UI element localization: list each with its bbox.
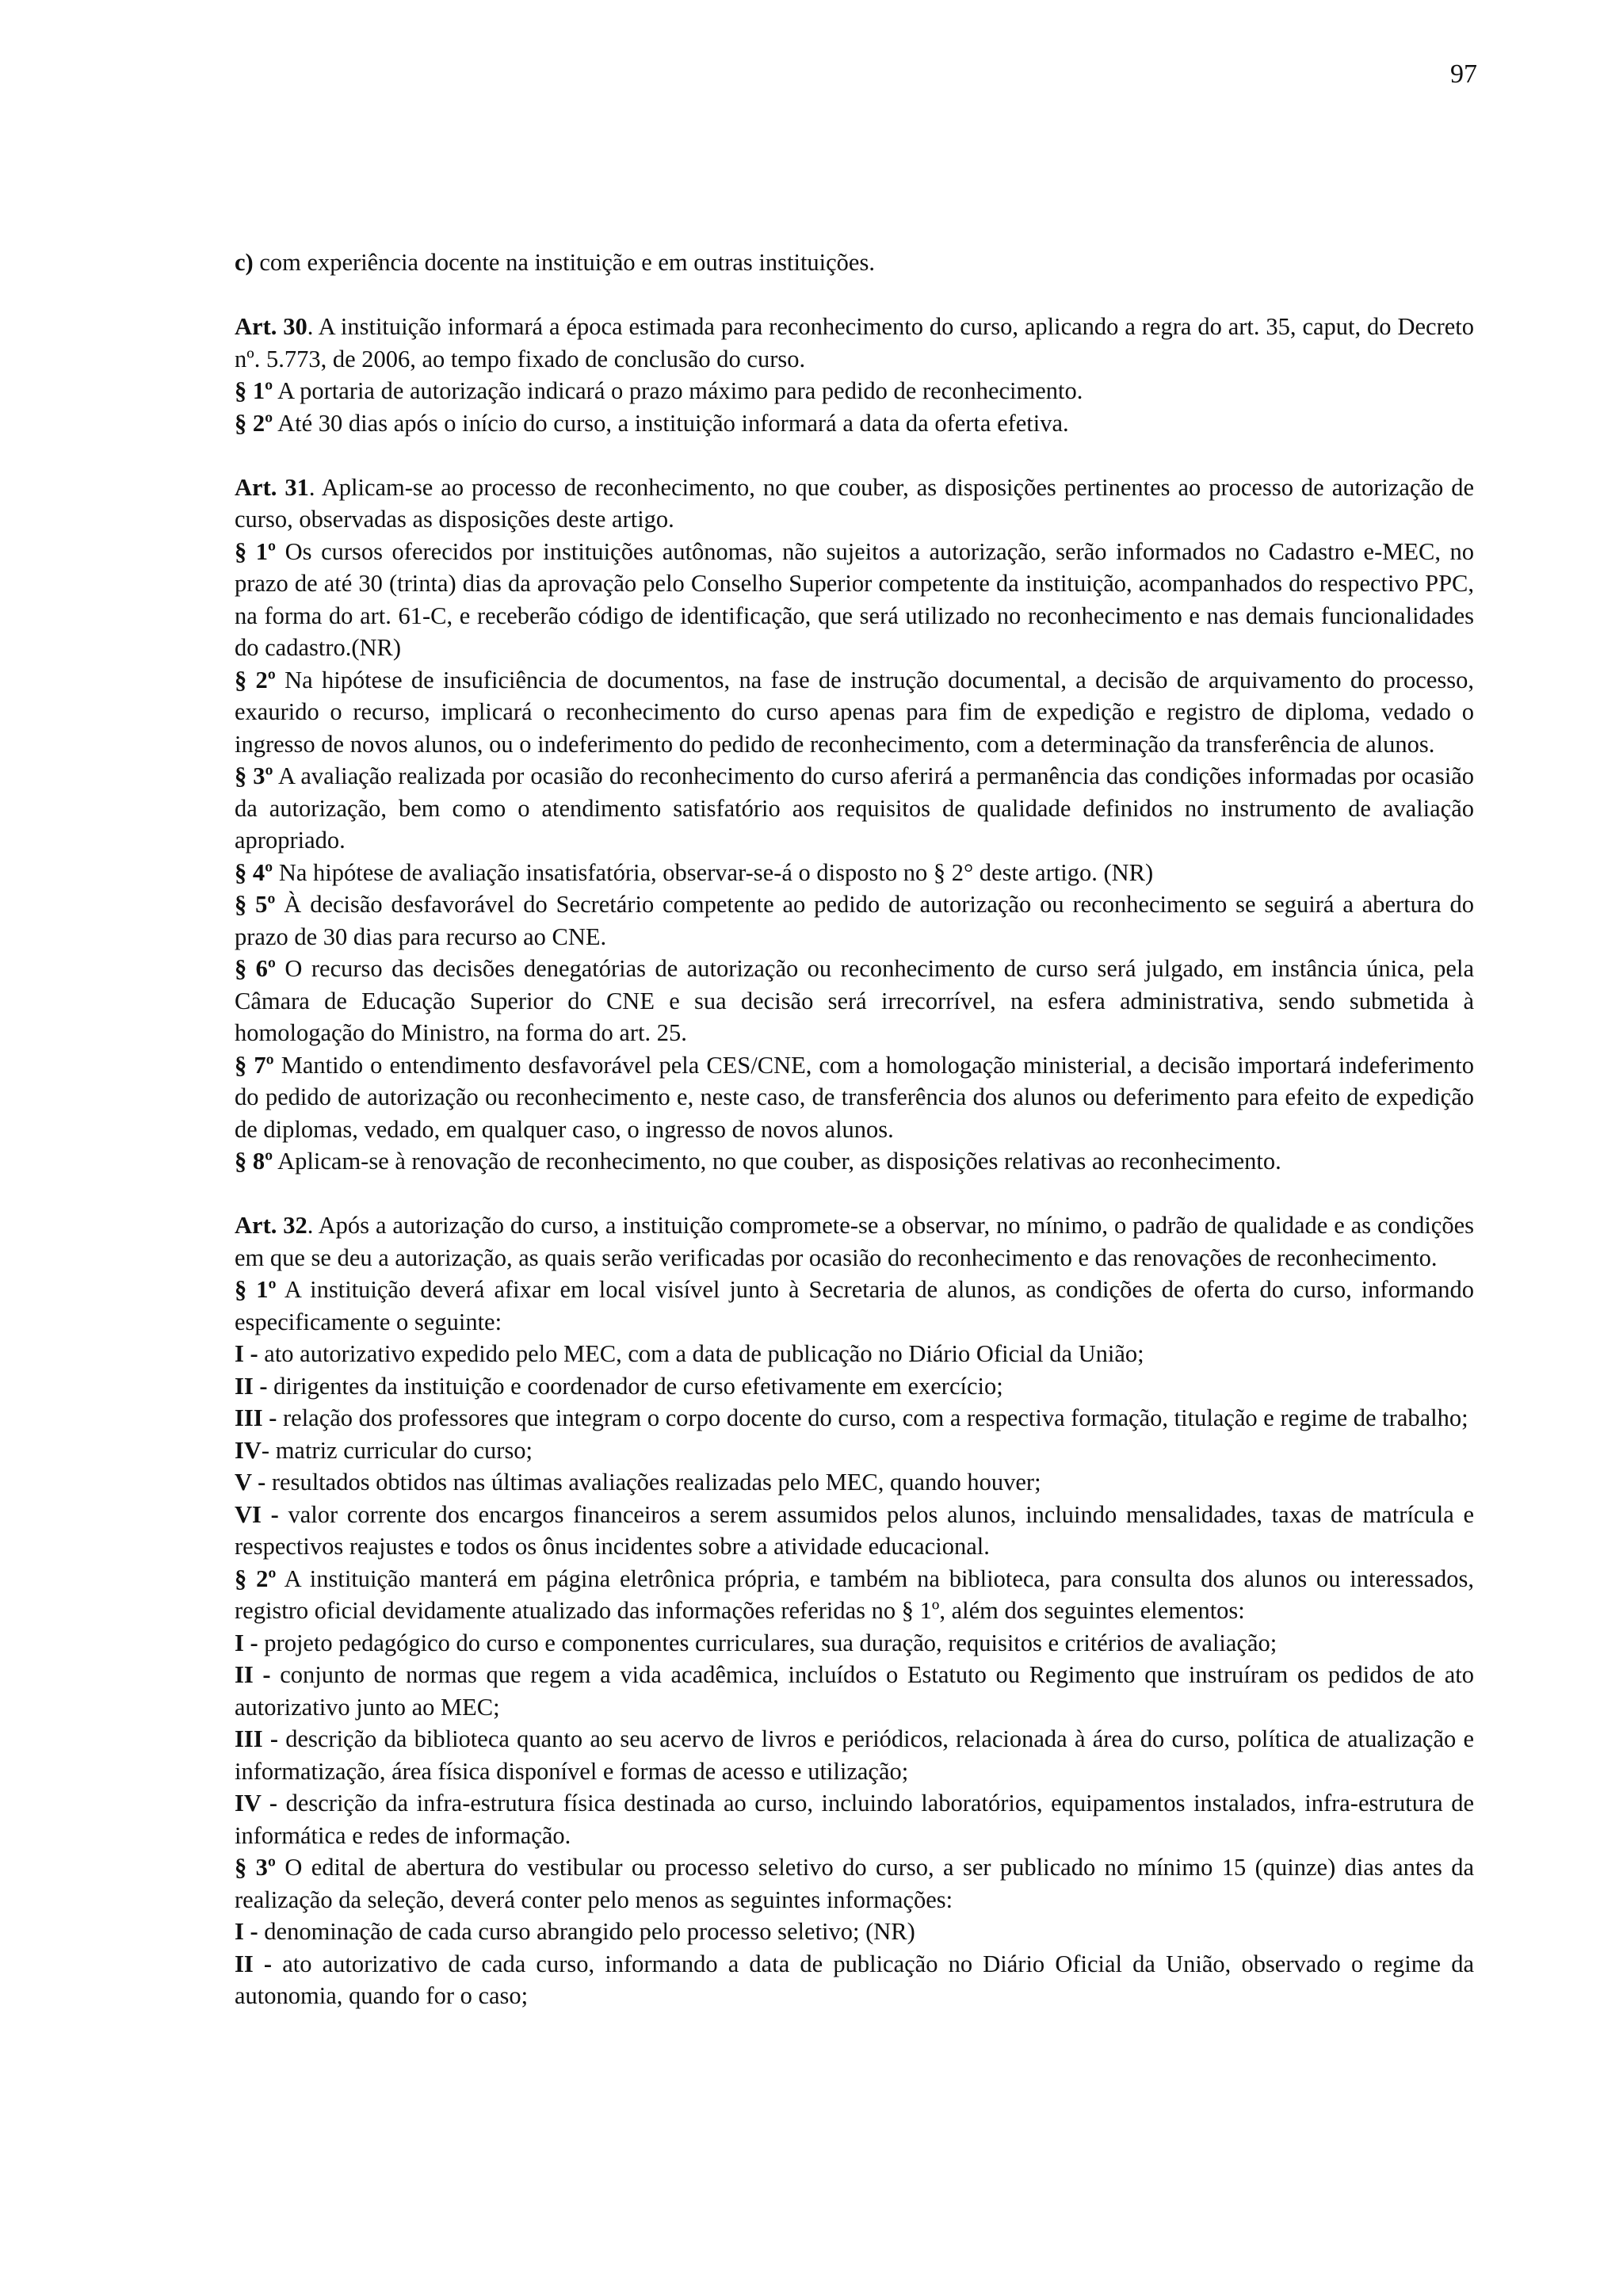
paragraph-text: denominação de cada curso abrangido pelo processo seletivo; (NR) — [258, 1918, 915, 1945]
paragraph-lead: § 7º — [235, 1051, 274, 1079]
paragraph — [235, 1948, 1474, 2012]
paragraph-lead: § 5º — [235, 891, 276, 918]
paragraph-text: com experiência docente na instituição e em outras instituições. — [253, 249, 875, 276]
paragraph-lead: c) — [235, 249, 254, 276]
paragraph-text: A instituição deverá afixar em local visível junto à Secretaria de alunos, as condições de oferta do curso, informando especificamente o seguinte: — [235, 1276, 1474, 1335]
paragraph — [235, 1851, 1474, 1916]
paragraph-text: . A instituição informará a época estimada para reconhecimento do curso, aplicando a regra do art. 35, caput, do Decreto nº. 5.773, de 2006, ao tempo fixado de conclusão do curso. — [235, 313, 1474, 372]
paragraph — [235, 1499, 1474, 1563]
paragraph-text: O recurso das decisões denegatórias de autorização ou reconhecimento de curso será julgado, em instância única, pela Câmara de Educação Superior do CNE e sua decisão será irrecorrível, na esfera administrativa, sendo submetida à homologação do Ministro, na forma do art. 25. — [235, 955, 1474, 1046]
paragraph-text: Mantido o entendimento desfavorável pela CES/CNE, com a homologação ministerial, a decisão importará indeferimento do pedido de autorização ou reconhecimento e, neste caso, de transferência dos alunos ou deferimento para efeito de expedição de diplomas, vedado, em qualquer caso, o ingresso de novos alunos. — [235, 1051, 1474, 1143]
paragraph — [235, 1466, 1474, 1499]
paragraph — [235, 1338, 1474, 1370]
paragraph-lead: § 2º — [235, 666, 276, 693]
paragraph-lead: § 1º — [235, 377, 273, 404]
paragraph-text: Até 30 dias após o início do curso, a instituição informará a data da oferta efetiva. — [273, 409, 1069, 437]
paragraph-lead: § 2º — [235, 1564, 277, 1592]
paragraph-lead: II - — [235, 1372, 268, 1400]
paragraph-lead: II - — [235, 1950, 273, 1977]
paragraph — [235, 857, 1474, 889]
paragraph — [235, 1435, 1474, 1467]
paragraph-text: Na hipótese de avaliação insatisfatória, observar-se-á o disposto no § 2° deste artigo. (NR) — [273, 858, 1154, 886]
paragraph-text: À decisão desfavorável do Secretário competente ao pedido de autorização ou reconhecimento se seguirá a abertura do prazo de 30 dias para recurso ao CNE. — [235, 891, 1474, 950]
paragraph-lead: I - — [235, 1629, 258, 1656]
paragraph — [235, 246, 1474, 279]
paragraph-lead: § 1º — [235, 537, 277, 565]
paragraph-lead: Art. 30 — [235, 313, 307, 340]
paragraph-text: projeto pedagógico do curso e componentes curriculares, sua duração, requisitos e critérios de avaliação; — [258, 1629, 1277, 1656]
paragraph-text: relação dos professores que integram o corpo docente do curso, com a respectiva formação, titulação e regime de trabalho; — [277, 1404, 1468, 1431]
paragraph — [235, 1563, 1474, 1627]
paragraph-text: valor corrente dos encargos financeiros a serem assumidos pelos alunos, incluindo mensalidades, taxas de matrícula e respectivos reajustes e todos os ônus incidentes sobre a atividade educacional. — [235, 1500, 1474, 1560]
paragraph-text: descrição da infra-estrutura física destinada ao curso, incluindo laboratórios, equipamentos instalados, infra-estrutura de informática e redes de informação. — [235, 1790, 1474, 1849]
paragraph-lead: § 3º — [235, 762, 273, 789]
paragraph-lead: § 6º — [235, 955, 276, 982]
paragraph-lead: I - — [235, 1340, 258, 1367]
paragraph-lead: § 1º — [235, 1276, 277, 1303]
paragraph-text: Na hipótese de insuficiência de documentos, na fase de instrução documental, a decisão de arquivamento do processo, exaurido o recurso, implicará o reconhecimento do curso apenas para fim de expedição e registro de diploma, vedado o ingresso de novos alunos, ou o indeferimento do pedido de reconhecimento, com a determinação da transferência de alunos. — [235, 666, 1474, 758]
paragraph-lead: II - — [235, 1661, 271, 1688]
paragraph-text: O edital de abertura do vestibular ou processo seletivo do curso, a ser publicado no mínimo 15 (quinze) dias antes da realização da seleção, deverá conter pelo menos as seguintes informações: — [235, 1854, 1474, 1913]
paragraph — [235, 888, 1474, 953]
paragraph-lead: IV — [235, 1436, 262, 1464]
paragraph-lead: Art. 32 — [235, 1212, 307, 1239]
paragraph — [235, 760, 1474, 857]
paragraph-text: A portaria de autorização indicará o prazo máximo para pedido de reconhecimento. — [273, 377, 1083, 404]
paragraph-text: descrição da biblioteca quanto ao seu acervo de livros e periódicos, relacionada à área do curso, política de atualização e informatização, área física disponível e formas de acesso e utilização; — [235, 1725, 1474, 1785]
paragraph — [235, 1145, 1474, 1178]
paragraph-lead: § 4º — [235, 858, 273, 886]
paragraph-text: . Após a autorização do curso, a instituição compromete-se a observar, no mínimo, o padrão de qualidade e as condições em que se deu a autorização, as quais serão verificadas por ocasião do reconhecimento e das renovações de reconhecimento. — [235, 1212, 1474, 1271]
paragraph-lead: § 8º — [235, 1148, 273, 1175]
paragraph — [235, 1274, 1474, 1338]
paragraph — [235, 536, 1474, 664]
paragraph — [235, 1049, 1474, 1146]
paragraph — [235, 953, 1474, 1049]
paragraph — [235, 1209, 1474, 1274]
paragraph — [235, 375, 1474, 407]
paragraph-lead: § 2º — [235, 409, 273, 437]
paragraph-text: Os cursos oferecidos por instituições autônomas, não sujeitos a autorização, serão informados no Cadastro e-MEC, no prazo de até 30 (trinta) dias da aprovação pelo Conselho Superior competente da instituição, acompanhados do respectivo PPC, na forma do art. 61-C, e receberão código de identificação, que será utilizado no reconhecimento e nas demais funcionalidades do cadastro.(NR) — [235, 537, 1474, 661]
paragraph — [235, 1627, 1474, 1660]
paragraph — [235, 311, 1474, 375]
paragraph-text: conjunto de normas que regem a vida acadêmica, incluídos o Estatuto ou Regimento que instruíram os pedidos de ato autorizativo junto ao MEC; — [235, 1661, 1474, 1721]
paragraph — [235, 472, 1474, 536]
paragraph-text: . Aplicam-se ao processo de reconhecimento, no que couber, as disposições pertinentes ao processo de autorização de curso, observadas as disposições deste artigo. — [235, 473, 1474, 533]
paragraph — [235, 1916, 1474, 1948]
paragraph — [235, 664, 1474, 761]
paragraph-text: dirigentes da instituição e coordenador de curso efetivamente em exercício; — [267, 1372, 1003, 1400]
paragraph-text: Aplicam-se à renovação de reconhecimento, no que couber, as disposições relativas ao reconhecimento. — [273, 1148, 1281, 1175]
paragraph-lead: Art. 31 — [235, 473, 309, 501]
paragraph — [235, 1659, 1474, 1723]
paragraph — [235, 407, 1474, 440]
paragraph-lead: III - — [235, 1725, 278, 1752]
paragraph-text: - matriz curricular do curso; — [261, 1436, 533, 1464]
paragraph-text: ato autorizativo de cada curso, informando a data de publicação no Diário Oficial da União, observado o regime da autonomia, quando for o caso; — [235, 1950, 1474, 2009]
paragraph-text: ato autorizativo expedido pelo MEC, com a data de publicação no Diário Oficial da União; — [258, 1340, 1144, 1367]
paragraph — [235, 1787, 1474, 1851]
paragraph-lead: I - — [235, 1918, 258, 1945]
paragraph-lead: V - — [235, 1469, 266, 1496]
paragraph-lead: IV - — [235, 1790, 278, 1817]
page-number: 97 — [1450, 59, 1477, 89]
paragraph — [235, 1402, 1474, 1435]
document-body — [235, 246, 1474, 2012]
paragraph — [235, 1723, 1474, 1787]
paragraph-text: A instituição manterá em página eletrônica própria, e também na biblioteca, para consulta dos alunos ou interessados, registro oficial devidamente atualizado das informações referidas no § 1º, além dos seguintes elementos: — [235, 1564, 1474, 1624]
paragraph-lead: III - — [235, 1404, 277, 1431]
paragraph-text: A avaliação realizada por ocasião do reconhecimento do curso aferirá a permanência das condições informadas por ocasião da autorização, bem como o atendimento satisfatório aos requisitos de qualidade definidos no instrumento de avaliação apropriado. — [235, 762, 1474, 854]
paragraph-text: resultados obtidos nas últimas avaliações realizadas pelo MEC, quando houver; — [265, 1469, 1041, 1496]
paragraph — [235, 1370, 1474, 1403]
paragraph-lead: § 3º — [235, 1854, 276, 1881]
paragraph-lead: VI - — [235, 1500, 279, 1528]
